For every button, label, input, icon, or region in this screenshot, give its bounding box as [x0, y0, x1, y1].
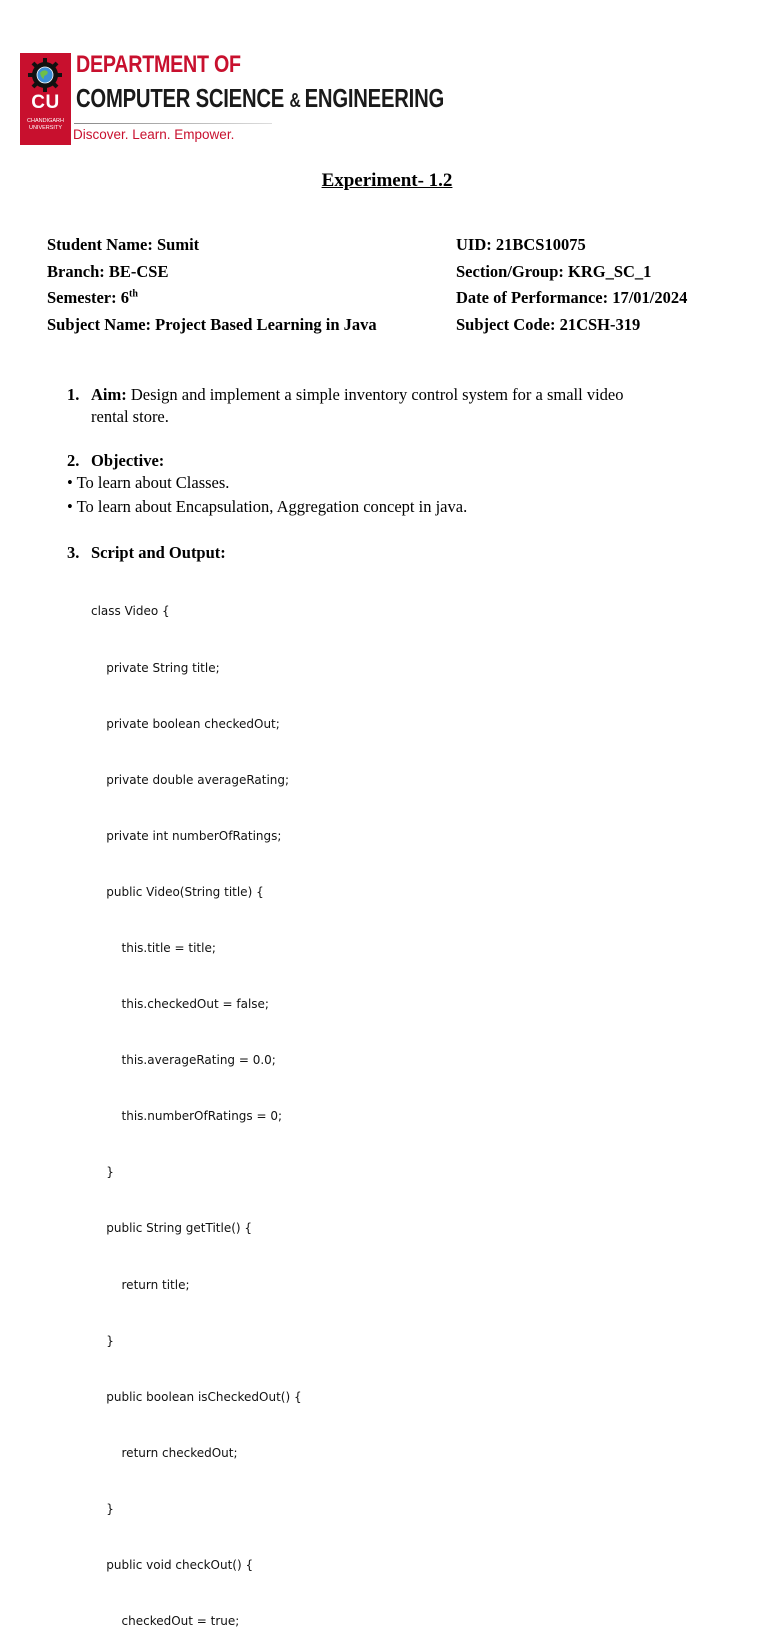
code-line: this.title = title; — [91, 940, 216, 955]
code-line: public boolean isCheckedOut() { — [91, 1389, 302, 1404]
aim-text-line1: Design and implement a simple inventory control system for a small video — [126, 385, 624, 404]
code-line: this.checkedOut = false; — [91, 997, 269, 1012]
code-line: private boolean checkedOut; — [91, 716, 280, 731]
script-heading — [67, 542, 226, 564]
subject-name: Subject Name: Project Based Learning in Java — [47, 314, 377, 334]
code-line: class Video { — [91, 604, 170, 619]
dept-ampersand: & — [289, 90, 305, 112]
code-block — [91, 565, 302, 1649]
semester-value: Semester: 6 — [47, 288, 130, 307]
dept-name-part2: ENGINEERING — [304, 83, 445, 113]
uid: UID: 21BCS10075 — [456, 235, 586, 254]
code-line: this.numberOfRatings = 0; — [91, 1109, 283, 1124]
objective-heading — [67, 450, 164, 472]
code-line: public void checkOut() { — [91, 1558, 254, 1572]
script-number: 3. — [67, 543, 80, 562]
script-label: Script and Output: — [91, 543, 226, 562]
aim-number: 1. — [67, 385, 80, 404]
objective-number: 2. — [67, 451, 80, 470]
code-line: } — [91, 1501, 114, 1516]
student-name: Student Name: Sumit — [47, 235, 200, 254]
department-title-line1: DEPARTMENT OF — [76, 51, 241, 78]
code-line: } — [91, 1165, 114, 1180]
list-item: • To learn about Encapsulation, Aggregation concept in java. — [67, 497, 468, 516]
code-line: private double averageRating; — [91, 772, 290, 787]
university-logo — [20, 53, 71, 145]
department-title-line2 — [76, 83, 444, 114]
logo-cu-text: CU — [31, 92, 60, 113]
code-line: public String getTitle() { — [91, 1221, 253, 1236]
list-item: • To learn about Classes. — [67, 473, 230, 492]
objective-list — [67, 471, 467, 519]
student-info-right — [456, 232, 687, 338]
semester-superscript: th — [129, 288, 138, 300]
code-line: public Video(String title) { — [91, 884, 264, 899]
code-line: } — [91, 1333, 114, 1348]
code-line: private String title; — [91, 660, 220, 675]
code-line: private int numberOfRatings; — [91, 828, 282, 843]
branch: Branch: BE-CSE — [47, 261, 169, 281]
aim-label: Aim: — [91, 385, 127, 404]
date-of-performance: Date of Performance: 17/01/2024 — [456, 288, 688, 307]
section-group: Section/Group: KRG_SC_1 — [456, 261, 652, 281]
code-line: return title; — [91, 1277, 190, 1292]
header-divider — [74, 123, 272, 124]
subject-code: Subject Code: 21CSH-319 — [456, 314, 641, 334]
code-line: this.averageRating = 0.0; — [91, 1053, 276, 1068]
student-info-left — [47, 232, 377, 338]
code-line: checkedOut = true; — [91, 1614, 240, 1629]
aim-text-line2: rental store. — [91, 407, 169, 426]
semester — [47, 285, 377, 312]
tagline: Discover. Learn. Empower. — [73, 127, 235, 142]
aim-section — [67, 384, 623, 428]
code-line: return checkedOut; — [91, 1445, 238, 1460]
logo-university-text: CHANDIGARH UNIVERSITY — [27, 118, 64, 131]
dept-name-part1: COMPUTER SCIENCE — [76, 83, 290, 113]
gear-globe-icon — [27, 57, 63, 93]
page-title: Experiment- 1.2 — [321, 170, 453, 191]
objective-label: Objective: — [91, 451, 165, 470]
